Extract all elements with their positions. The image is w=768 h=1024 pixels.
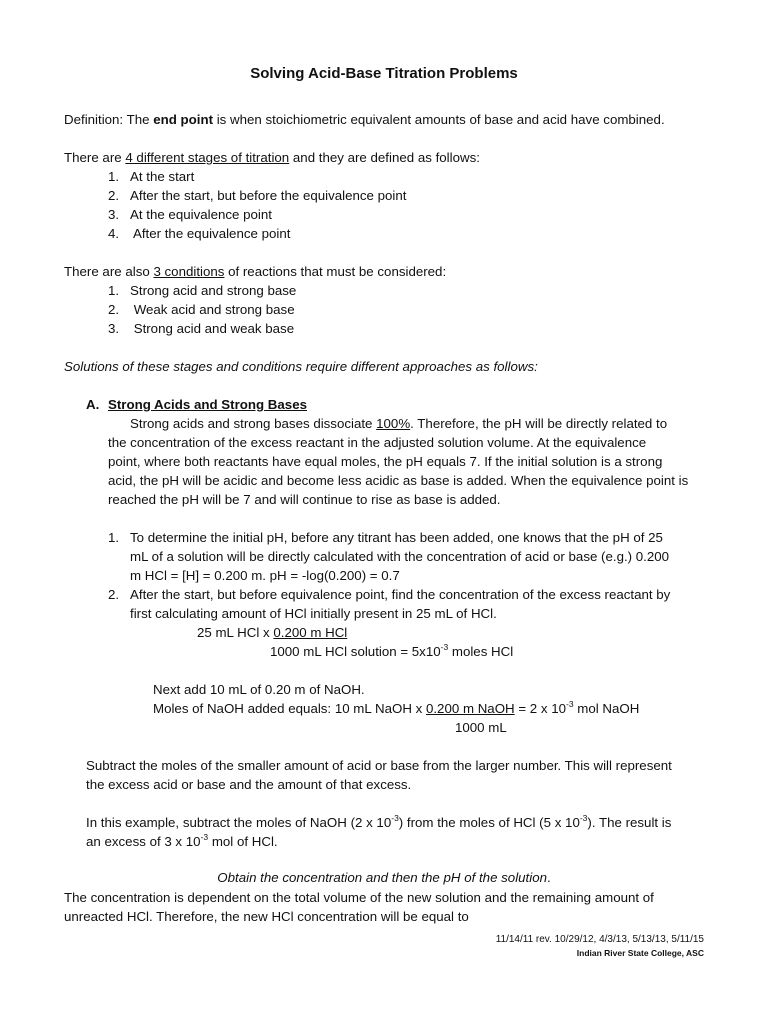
calc-2-line: Next add 10 mL of 0.20 m of NaOH. — [153, 682, 365, 697]
example-line — [86, 832, 278, 851]
stage-item — [108, 186, 406, 205]
stage-number: 3. — [108, 207, 120, 222]
dissociation-percent: 100% — [376, 416, 411, 431]
calc-numerator: 0.200 m HCl — [273, 625, 348, 640]
conditions-intro-underlined: 3 conditions — [153, 264, 225, 279]
definition-term: end point — [153, 112, 214, 127]
calc-exponent: -3 — [566, 698, 574, 709]
example-text: ) from the moles of HCl (5 x 10 — [398, 815, 580, 830]
section-a-heading — [86, 395, 307, 414]
step-1-line: To determine the initial pH, before any titrant has been added, one knows that the pH of 25 — [130, 530, 663, 545]
final-line: unreacted HCl. Therefore, the new HCl concentration will be equal to — [64, 909, 469, 924]
calc-denominator: 1000 mL HCl solution = 5x10 — [270, 644, 441, 659]
condition-text: Strong acid and strong base — [130, 283, 297, 298]
calc-text: mol NaOH — [573, 701, 640, 716]
stages-intro-underlined: 4 different stages of titration — [125, 150, 290, 165]
condition-item — [108, 319, 294, 338]
example-exponent: -3 — [200, 831, 209, 842]
step-2-line: After the start, but before equivalence point, find the concentration of the excess reactant by — [130, 587, 671, 602]
stage-item — [108, 167, 194, 186]
stages-intro — [64, 148, 480, 167]
section-a-paragraph-line: the concentration of the excess reactant in the adjusted solution volume. At the equivalence — [108, 435, 647, 450]
section-heading-text: Strong Acids and Strong Bases — [108, 397, 307, 412]
stage-number: 2. — [108, 188, 120, 203]
definition-suffix: is when stoichiometric equivalent amounts of base and acid have combined. — [213, 112, 665, 127]
page-title: Solving Acid-Base Titration Problems — [250, 65, 518, 82]
stage-text: At the equivalence point — [130, 207, 272, 222]
calc-text: 25 mL HCl x — [197, 625, 274, 640]
condition-item — [108, 300, 295, 319]
stage-item — [108, 205, 272, 224]
stage-number: 4. — [108, 226, 120, 241]
example-text: In this example, subtract the moles of NaOH (2 x 10 — [86, 815, 392, 830]
stage-number: 1. — [108, 169, 120, 184]
example-text: ). The result is — [587, 815, 672, 830]
footer-dates: 11/14/11 rev. 10/29/12, 4/3/13, 5/13/13, 5/11/15 — [495, 934, 704, 945]
stages-intro-prefix: There are — [64, 150, 126, 165]
final-line: The concentration is dependent on the total volume of the new solution and the remaining amount of — [64, 890, 654, 905]
subtract-line: Subtract the moles of the smaller amount of acid or base from the larger number. This will represent — [86, 758, 672, 773]
condition-number: 1. — [108, 283, 120, 298]
example-text: mol of HCl. — [208, 834, 278, 849]
calc-1-denominator-line — [270, 642, 513, 661]
stages-intro-suffix: and they are defined as follows: — [289, 150, 480, 165]
obtain-text: Obtain the concentration and then the pH of the solution — [217, 870, 547, 885]
example-line — [86, 813, 671, 832]
footer-institution: Indian River State College, ASC — [576, 948, 704, 958]
stage-text: After the equivalence point — [130, 226, 291, 241]
calc-text: Moles of NaOH added equals: 10 mL NaOH x — [153, 701, 426, 716]
section-a-paragraph-line: point, where both reactants have equal moles, the pH equals 7. If the initial solution is a strong — [108, 454, 663, 469]
example-exponent: -3 — [579, 812, 588, 823]
calc-numerator: 0.200 m NaOH — [425, 701, 515, 716]
paragraph-text: Strong acids and strong bases dissociate — [130, 416, 377, 431]
calc-1-numerator-line — [197, 623, 347, 642]
step-number: 2. — [108, 587, 120, 602]
step-2-line: first calculating amount of HCl initially present in 25 mL of HCl. — [130, 606, 497, 621]
calc-2-denominator: 1000 mL — [455, 720, 507, 735]
condition-number: 3. — [108, 321, 120, 336]
stage-text: After the start, but before the equivalence point — [130, 188, 407, 203]
calc-exponent: -3 — [440, 641, 449, 652]
calc-2-moles-line — [153, 699, 639, 718]
definition-line — [64, 110, 665, 129]
section-letter: A. — [86, 397, 100, 412]
stage-item — [108, 224, 290, 243]
step-number: 1. — [108, 530, 120, 545]
subtract-line: the excess acid or base and the amount of that excess. — [86, 777, 412, 792]
step-1-line: m HCl = [H] = 0.200 m. pH = -log(0.200) = 0.7 — [130, 568, 400, 583]
conditions-intro — [64, 262, 446, 281]
obtain-period: . — [547, 870, 551, 885]
step-1-line: mL of a solution will be directly calculated with the concentration of acid or base (e.g.) 0.200 — [130, 549, 670, 564]
solutions-note: Solutions of these stages and conditions require different approaches as follows: — [64, 359, 538, 374]
section-a-paragraph-line: acid, the pH will be acidic and become less acidic as base is added. When the equivalence point is — [108, 473, 689, 488]
condition-text: Weak acid and strong base — [130, 302, 295, 317]
paragraph-text: . Therefore, the pH will be directly related to — [410, 416, 668, 431]
section-a-paragraph-line: reached the pH will be 7 and will continue to rise as base is added. — [108, 492, 501, 507]
calc-result: moles HCl — [448, 644, 514, 659]
conditions-intro-suffix: of reactions that must be considered: — [224, 264, 447, 279]
condition-number: 2. — [108, 302, 120, 317]
example-text: an excess of 3 x 10 — [86, 834, 201, 849]
condition-text: Strong acid and weak base — [130, 321, 295, 336]
stage-text: At the start — [130, 169, 195, 184]
example-exponent: -3 — [391, 812, 399, 823]
obtain-heading — [0, 868, 768, 887]
condition-item — [108, 281, 296, 300]
definition-prefix: Definition: The — [64, 112, 154, 127]
calc-text: = 2 x 10 — [514, 701, 567, 716]
conditions-intro-prefix: There are also — [64, 264, 154, 279]
section-a-paragraph-line — [130, 414, 667, 433]
